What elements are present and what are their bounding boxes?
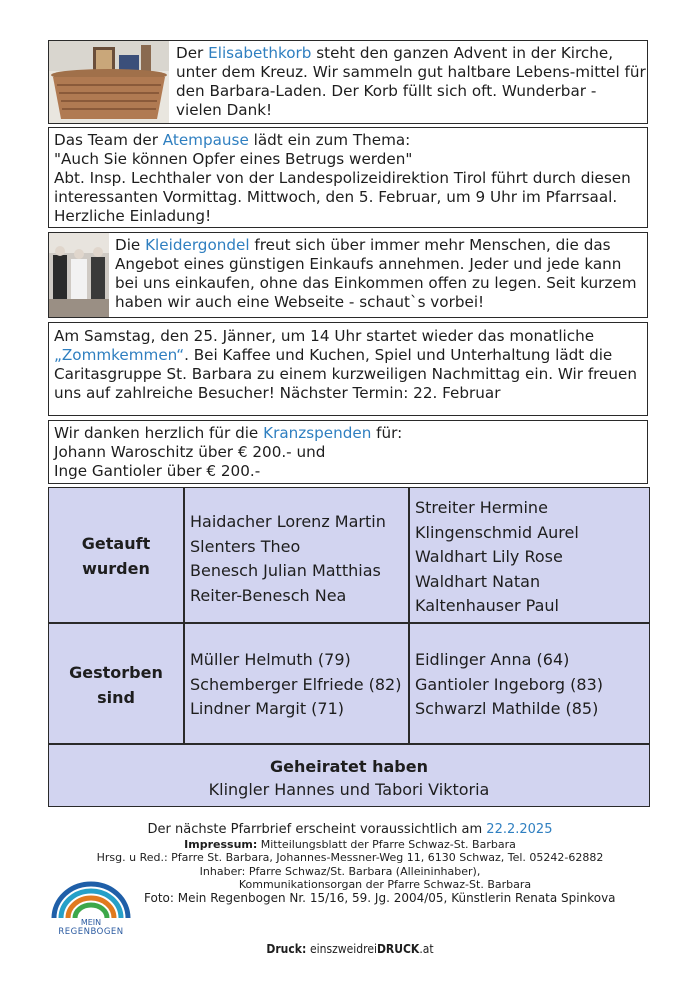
logo-line-2: REGENBOGEN bbox=[58, 927, 124, 937]
printer-credit: Druck: einszweidreiDRUCK.at bbox=[266, 942, 434, 956]
list-item: Schemberger Elfriede (82) bbox=[190, 674, 402, 694]
kranzspenden-box bbox=[48, 420, 648, 484]
parish-register-table bbox=[48, 487, 650, 807]
organ-line: Kommunikationsorgan der Pfarre Schwaz-St. Barbara bbox=[238, 878, 532, 891]
died-col-1 bbox=[190, 648, 401, 722]
zommkemmen-box bbox=[48, 322, 648, 416]
donor-2: Inge Gantioler über € 200.- bbox=[54, 462, 261, 480]
list-item: Benesch Julian Matthias bbox=[190, 561, 381, 580]
elisabethkorb-box bbox=[48, 40, 648, 124]
atempause-topic: "Auch Sie können Opfer eines Betrugs werden" bbox=[54, 150, 413, 168]
married-names: Klingler Hannes und Tabori Viktoria bbox=[208, 780, 490, 799]
logo-line-1: MEIN bbox=[80, 918, 102, 927]
atempause-link: Atempause bbox=[162, 131, 249, 149]
photo-credit-line: Foto: Mein Regenbogen Nr. 15/16, 59. Jg. 2004/05, Künstlerin Renata Spinkova bbox=[144, 891, 616, 905]
next-issue-line: Der nächste Pfarrbrief erscheint voraussichtlich am 22.2.2025 bbox=[147, 822, 553, 837]
kranzspenden-text: Wir danken herzlich für die Kranzspenden für: Johann Waroschitz über € 200.- und Inge Gantioler über € 200.- bbox=[54, 424, 403, 480]
publisher-line: Hrsg. u Red.: Pfarre St. Barbara, Johannes-Messner-Weg 11, 6130 Schwaz, Tel. 05242-62882 bbox=[96, 851, 604, 864]
list-item: Schwarzl Mathilde (85) bbox=[415, 699, 599, 718]
list-item: Müller Helmuth (79) bbox=[190, 650, 351, 669]
elisabethkorb-link: Elisabethkorb bbox=[208, 44, 312, 62]
basket-photo bbox=[49, 41, 169, 123]
list-item: Slenters Theo bbox=[190, 536, 301, 556]
next-issue-date: 22.2.2025 bbox=[486, 822, 553, 837]
list-item: Klingenschmid Aurel bbox=[415, 522, 579, 542]
list-item: Waldhart Lily Rose bbox=[415, 547, 563, 566]
kleidergondel-text: Die Kleidergondel freut sich über immer mehr Menschen, die das Angebot eines günstigen Einkaufs annehmen. Jeder und jede kann bei uns einkaufen, ohne das Einkommen offen zu legen. Seit kurzem haben wir auch eine Webseite - schaut`s vorbei! bbox=[115, 236, 637, 311]
list-item: Kaltenhauser Paul bbox=[415, 596, 559, 615]
kleidergondel-link: Kleidergondel bbox=[145, 236, 250, 254]
atempause-box bbox=[48, 127, 648, 228]
died-col-2 bbox=[415, 648, 603, 722]
baptized-col-2 bbox=[415, 496, 579, 619]
married-label: Geheiratet haben bbox=[270, 757, 428, 776]
clothes-photo bbox=[49, 233, 109, 317]
atempause-details: Abt. Insp. Lechthaler von der Landespolizeidirektion Tirol führt durch diesen interessanten Vormittag. Mittwoch, den 5. Februar, um 9 Uhr im Pfarrsaal. Herzliche Einladung! bbox=[54, 169, 631, 225]
atempause-text: Das Team der Atempause lädt ein zum Thema: "Auch Sie können Opfer eines Betrugs werden" Abt. Insp. Lechthaler von der Landespolizeidirektion Tirol führt durch diesen interessanten Vormittag. Mittwoch, den 5. Februar, um 9 Uhr im Pfarrsaal. Herzliche Einladung! bbox=[54, 131, 631, 225]
list-item: Haidacher Lorenz Martin bbox=[190, 512, 386, 531]
list-item: Gantioler Ingeborg (83) bbox=[415, 674, 603, 694]
elisabethkorb-text: Der Elisabethkorb steht den ganzen Advent in der Kirche, unter dem Kreuz. Wir sammeln gut haltbare Lebens-mittel für den Barbara-Laden. Der Korb füllt sich oft. Wunderbar - vielen Dank! bbox=[176, 44, 646, 119]
owner-line: Inhaber: Pfarre Schwaz/St. Barbara (Alleininhaber), bbox=[199, 865, 481, 878]
impressum-line: Impressum: Mitteilungsblatt der Pfarre Schwaz-St. Barbara bbox=[184, 838, 516, 851]
list-item: Waldhart Natan bbox=[415, 571, 541, 591]
list-item: Reiter-Benesch Nea bbox=[190, 585, 347, 605]
baptized-col-1 bbox=[190, 510, 386, 608]
zommkemmen-text: Am Samstag, den 25. Jänner, um 14 Uhr startet wieder das monatliche „Zommkemmen“. Bei Kaffee und Kuchen, Spiel und Unterhaltung lädt die Caritasgruppe St. Barbara zu einem kurzweiligen Nachmittag ein. Wir freuen uns auf zahlreiche Besucher! Nächster Termin: 22. Februar bbox=[54, 327, 638, 402]
list-item: Lindner Margit (71) bbox=[190, 699, 345, 718]
list-item: Streiter Hermine bbox=[415, 498, 548, 517]
baptized-label: Getauft wurden bbox=[81, 534, 151, 578]
died-label: Gestorben sind bbox=[69, 663, 163, 707]
kranzspenden-link: Kranzspenden bbox=[263, 424, 372, 442]
list-item: Eidlinger Anna (64) bbox=[415, 650, 570, 669]
regenbogen-logo bbox=[46, 880, 136, 940]
zommkemmen-link: „Zommkemmen“ bbox=[54, 346, 185, 364]
donor-1: Johann Waroschitz über € 200.- und bbox=[54, 443, 326, 461]
rainbow-icon bbox=[46, 880, 136, 920]
kleidergondel-box bbox=[48, 232, 648, 318]
